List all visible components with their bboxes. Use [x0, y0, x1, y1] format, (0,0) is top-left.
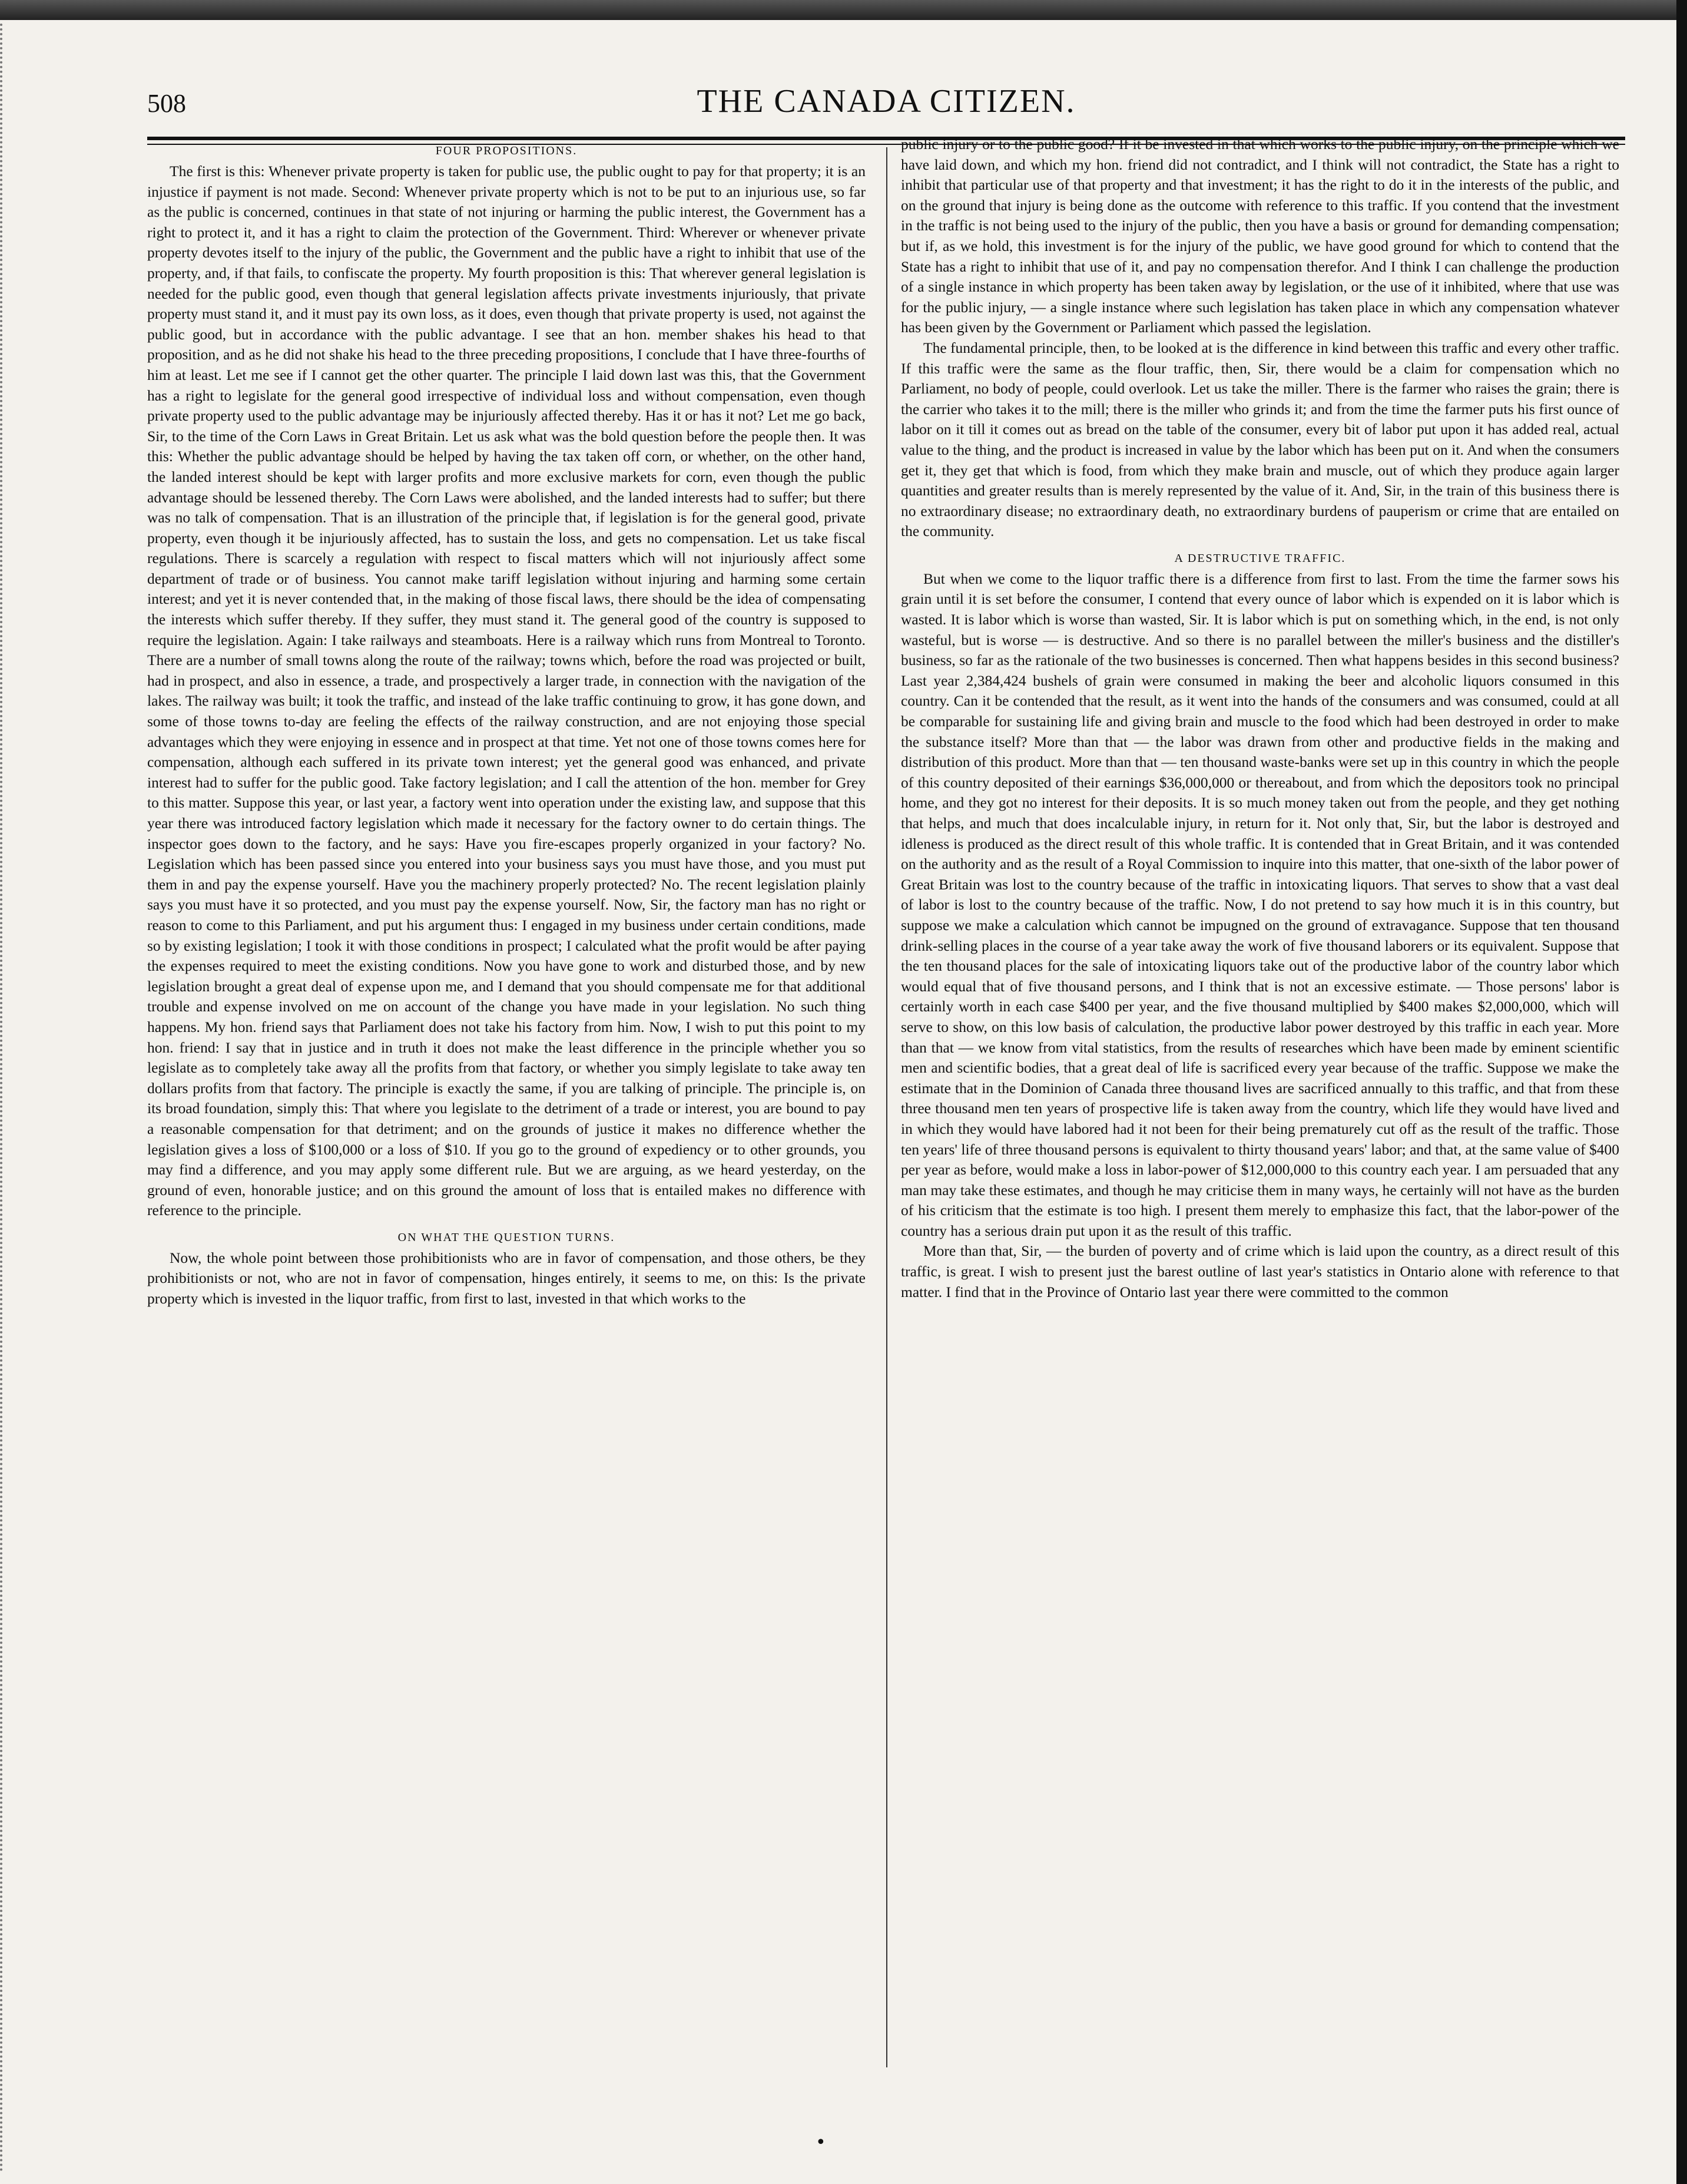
column-divider — [886, 147, 887, 2067]
right-column — [901, 134, 1619, 2054]
paragraph: Now, the whole point between those prohibitionists who are in favor of compensation, and those others, be they prohibitionists or not, who are not in favor of compensation, hinges entirely, it seems to me, on this: Is the private property which is invested in the liquor traffic, from first to last, invested in that which works to the — [147, 1249, 866, 1308]
section-heading: A DESTRUCTIVE TRAFFIC. — [1174, 551, 1346, 565]
paragraph: The fundamental principle, then, to be looked at is the difference in kind between this traffic and every other traffic. If this traffic were the same as the flour traffic, then, Sir, there would be a claim for compensation which no Parliament, no body of people, could overlook. Let us take the miller. There is the farmer who raises the grain; there is the carrier who takes it to the mill; there is the miller who grinds it; and from the time the farmer puts his first ounce of labor on it till it comes out as bread on the table of the consumer, every bit of labor put upon it has added real, actual value to the thing, and the product is increased in value by the labor which has been put on it. And when the consumers get it, they get that which is food, from which they make brain and muscle, out of which they produce again larger quantities and greater results than is merely represented by the value of it. And, Sir, in the train of this business there is no extraordinary disease; no extraordinary death, no extraordinary burdens of pauperism or crime that are entailed on the community. — [901, 339, 1619, 540]
page-number: 508 — [147, 89, 186, 118]
page-header — [147, 82, 1625, 135]
paragraph: More than that, Sir, — the burden of poverty and of crime which is laid upon the country, as a direct result of this traffic, is great. I wish to present just the barest outline of last year's statistics in Ontario alone with reference to that matter. I find that in the Province of Ontario last year there were committed to the common — [901, 1242, 1619, 1301]
section-heading: ON WHAT THE QUESTION TURNS. — [397, 1230, 615, 1244]
section-heading: FOUR PROPOSITIONS. — [435, 144, 578, 157]
scan-top-edge — [0, 0, 1687, 20]
left-column — [147, 134, 866, 2054]
scan-left-margin-marks — [0, 24, 15, 2173]
paragraph: The first is this: Whenever private property is taken for public use, the public ought to pay for that property; it is an injustice if payment is not made. Second: Whenever private property which is not to be put to an injurious use, so far as the public is concerned, continues in that state of not injuring or harming the public interest, the Government has a right to protect it, and it has a right to claim the protection of the Government. Third: Wherever or whenever private property devotes itself to the injury of the public, the Government and the public have a right to inhibit that use of the property, and, if that fails, to confiscate the property. My fourth proposition is this: That wherever general legislation is needed for the public good, even though that general legislation affects private investments injuriously, that private property must stand it, and it must pay its own loss, as it does, even though that private property is used, not against the public good, but in accordance with the public advantage. I see that an hon. member shakes his head to that proposition, and as he did not shake his head to the three preceding propositions, I conclude that I have three-fourths of him at least. Let me see if I cannot get the other quarter. The principle I laid down last was this, that the Government has a right to legislate for the general good irrespective of individual loss and without compensation, even though private property used to the public advantage may be injuriously affected thereby. Has it or has it not? Let me go back, Sir, to the time of the Corn Laws in Great Britain. Let us ask what was the bold question before the people then. It was this: Whether the public advantage should be helped by having the tax taken off corn, or whether, on the other hand, the landed interest should be kept with larger profits and more exclusive markets for corn, even though the public advantage should be lessened thereby. The Corn Laws were abolished, and the landed interests had to suffer; but there was no talk of compensation. That is an illustration of the principle that, if legislation is for the general good, private property, even though it be injuriously affected, has to sustain the loss, and gets no compensation. Let us take fiscal regulations. There is scarcely a regulation with respect to fiscal matters which will not injuriously affect some department of trade or of business. You cannot make tariff legislation without injuring and harming some certain interest; and yet it is never contended that, in the making of those fiscal laws, there should be the idea of compensating the interests which suffer thereby. If they suffer, they must stand it. The general good of the country is supposed to require the legislation. Again: I take railways and steamboats. Here is a railway which runs from Montreal to Toronto. There are a number of small towns along the route of the railway; towns which, before the road was projected or built, had in prospect, and also in essence, a trade, and prospectively a larger trade, in connection with the navigation of the lakes. The railway was built; it took the traffic, and instead of the lake traffic continuing to grow, it has gone down, and some of those towns to-day are feeling the effects of the railway construction, and are not enjoying those special advantages which they were enjoying in essence and in prospect at that time. Yet not one of those towns comes here for compensation, although each suffered in its private town interest; yet the general good was enhanced, and private interest had to suffer for the public good. Take factory legislation; and I call the attention of the hon. member for Grey to this matter. Suppose this year, or last year, a factory went into operation under the existing law, and suppose that this year there was introduced factory legislation which made it necessary for the factory owner to do certain things. The inspector goes down to the factory, and he says: Have you fire-escapes properly organized in your factory? No. Legislation which has been passed since you entered into your business says you must have those, and you must put them in and pay the expense yourself. Have you the machinery properly protected? No. The recent legislation plainly says you must have it so protected, and you must pay the expense yourself. Now, Sir, the factory man has no right or reason to come to this Parliament, and put his argument thus: I engaged in my business under certain conditions, made so by existing legislation; I took it with those conditions in prospect; I calculated what the profit would be after paying the expenses required to meet the existing conditions. Now you have gone to work and disturbed those, and by new legislation brought a great deal of expense upon me, and I demand that you should compensate me for that additional trouble and expense involved on me on account of the change you have made in your legislation. No such thing happens. My hon. friend says that Parliament does not take his factory from him. Now, I wish to put this point to my hon. friend: I say that in justice and in truth it does not make the least difference in the principle whether you so legislate as to completely take away all the profits from that factory, or whether you simply legislate to take away ten dollars profits from that factory. The principle is exactly the same, if you are talking of principle. The principle is, on its broad foundation, simply this: That where you legislate to the detriment of a trade or interest, you are bound to pay a reasonable compensation for that detriment; and on the grounds of justice it makes no difference whether the legislation gives a loss of $100,000 or a loss of $10. If you go to the ground of expediency or to other grounds, you may find a difference, and you may apply some different rule. But we are arguing, as we heard yesterday, on the ground of even, honorable justice; and on this ground the amount of loss that is entailed makes no difference with reference to the principle. — [147, 163, 866, 1219]
footer-mark: • — [816, 2132, 826, 2153]
paragraph: But when we come to the liquor traffic there is a difference from first to last. From the time the farmer sows his grain until it is set before the consumer, I contend that every ounce of labor which is expended on it is labor which is wasted. It is labor which is worse than wasted, Sir. It is labor which is put on something which, in the end, is not only wasteful, but is worse — is destructive. And so there is no parallel between the miller's business and the distiller's business, so far as the rationale of the two businesses is concerned. Then what happens besides in this second business? Last year 2,384,424 bushels of grain were consumed in making the beer and alcoholic liquors consumed in this country. Can it be contended that the result, as it went into the hands of the consumers and was consumed, could at all be comparable for sustaining life and giving brain and muscle to the food which had been destroyed in order to make the substance itself? More than that — the labor was drawn from other and productive fields in the making and distribution of this product. More than that — ten thousand waste-banks were set up in this country in which the people of this country deposited of their earnings $36,000,000 or thereabout, and from which the depositors took no principal home, and they got no interest for their deposits. It is so much money taken out from the people, and they get nothing that helps, and much that does incalculable injury, in return for it. Not only that, Sir, but the labor is destroyed and idleness is produced as the direct result of this whole traffic. It is contended that in Great Britain, and it was contended on the authority and as the result of a Royal Commission to inquire into this matter, that one-sixth of the labor power of Great Britain was lost to the country because of the traffic in intoxicating liquors. That serves to show that a vast deal of labor is lost to the country because of the traffic. Now, I do not pretend to say how much it is in this country, but suppose we make a calculation which cannot be impugned on the ground of extravagance. Suppose that ten thousand drink-selling places in the course of a year take away the work of five thousand laborers or its equivalent. Suppose that the ten thousand places for the sale of intoxicating liquors take out of the productive labor of the country labor which would equal that of five thousand persons, and I think that is not an excessive estimate. — Those persons' labor is certainly worth in each case $400 per year, and the five thousand multiplied by $400 makes $2,000,000, which will serve to show, on this low basis of calculation, the productive labor power destroyed by this traffic in each year. More than that — we know from vital statistics, from the results of researches which have been made by eminent scientific men and scientific bodies, that a great deal of life is sacrificed every year because of the traffic. Suppose we make the estimate that in the Dominion of Canada three thousand lives are sacrificed annually to this traffic, and that from these three thousand men ten years of prospective life is taken away from the country, which life they would have lived and in which they would have labored had it not been for their being prematurely cut off as the result of the traffic. Those ten years' life of three thousand persons is equivalent to thirty thousand years' labor; and that, at the same value of $400 per year as before, would make a loss in labor-power of $12,000,000 to this country each year. I am persuaded that any man may take these estimates, and though he may criticise them in many ways, he certainly will not have as the burden of his criticism that the estimate is too high. I present them merely to emphasize this fact, that the labor-power of the country has a serious drain put upon it as the result of this traffic. — [901, 570, 1619, 1239]
masthead-title: THE CANADA CITIZEN. — [697, 83, 1076, 120]
paragraph-continued: public injury or to the public good? If it be invested in that which works to the public injury, on the principle which we have laid down, and which my hon. friend did not contradict, and I think will not contradict, the State has a right to inhibit that particular use of that property and that investment; it has the right to do it in the interests of the public, and on the ground that injury is being done as the outcome with reference to this traffic. If you contend that the investment in the traffic is not being used to the injury of the public, then you have a basis or ground for demanding compensation; but if, as we hold, this investment is for the injury of the public, we have good ground for which to contend that the State has a right to inhibit that use of it, and pay no compensation therefor. And I think I can challenge the production of a single instance in which property has been taken away by legislation, or the use of it inhibited, where that use was for the public injury, — a single instance where such legislation has taken place in which any compensation whatever has been given by the Government or Parliament which passed the legislation. — [901, 135, 1619, 336]
scan-right-edge — [1676, 0, 1687, 2184]
